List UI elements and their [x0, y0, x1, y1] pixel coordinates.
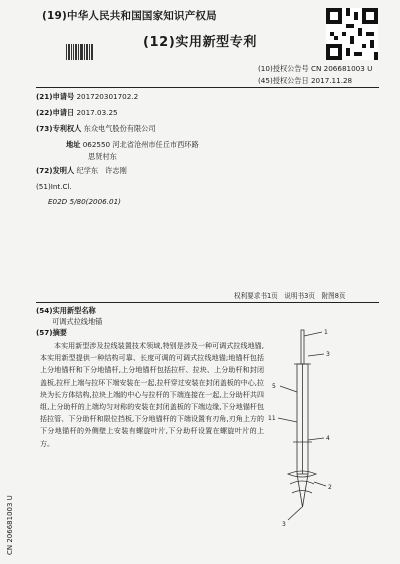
publication-number: (10)授权公告号 CN 206681003 U — [258, 64, 373, 73]
application-number-value: 201720301702.2 — [76, 92, 139, 101]
abstract-text: 本实用新型涉及拉线装置技术领域,特别是涉及一种可调式拉线地锚,本实用新型提供一种结构可靠、长度可调的可调式拉线地锚;地锚杆包括上分地锚杆和下分地锚杆,上分地锚杆包括拉杆、拉块、上分助杆和封闭盖板,拉杆上端与拉环下端安装在一起,拉杆穿过安装在封闭盖板的中心,拉块为长方体结构,拉块上端的中心与拉杆的下端连接在一起,上分助杆共四组,上分助杆的上端均匀对称的安装在封闭盖板的下端边缘,下分地锚杆包括拉管、下分助杆和限位挡板,下分地锚杆的下端设置有刃角,刃角上方的下分地锚杆的外侧壁上安装有螺旋叶片,下分助杆设置在螺旋叶片的上方。 — [40, 342, 264, 448]
address-value-line2: 思贤村东 — [88, 152, 117, 161]
inventors — [36, 166, 127, 175]
qr-code-icon — [326, 8, 378, 60]
figure-label-2: 2 — [328, 484, 332, 491]
header-divider — [36, 87, 379, 88]
application-date — [36, 108, 118, 117]
application-date-value: 2017.03.25 — [76, 108, 118, 117]
office-barcode-emblem — [66, 44, 94, 60]
application-date-label: (22)申请日 — [36, 108, 75, 117]
section-divider — [36, 302, 379, 303]
figure-label-11: 11 — [268, 415, 276, 422]
figure-label-3: 3 — [326, 351, 330, 358]
office-heading: (19)中华人民共和国国家知识产权局 — [42, 10, 217, 22]
ipc-value: E02D 5/80(2006.01) — [48, 197, 121, 206]
patent-holder-label: (73)专利权人 — [36, 124, 82, 133]
application-number — [36, 92, 138, 101]
patent-holder-value: 东众电气股份有限公司 — [83, 124, 156, 133]
publication-date: (45)授权公告日 2017.11.28 — [258, 76, 353, 85]
address-value-line1: 062550 河北省沧州市任丘市西环路 — [82, 140, 199, 149]
figure-label-1: 1 — [324, 329, 328, 336]
abstract-label: (57)摘要 — [36, 328, 67, 337]
figure-label-4: 4 — [326, 435, 330, 442]
inventors-value: 纪学东 许志刚 — [76, 166, 127, 175]
patent-holder — [36, 124, 156, 133]
inventors-label: (72)发明人 — [36, 166, 75, 175]
document-type: (12)实用新型专利 — [143, 35, 257, 50]
utility-title-value: 可调式拉线地锚 — [52, 317, 103, 326]
figure-label-3b: 3 — [282, 521, 286, 528]
address-label: 地址 — [66, 140, 81, 149]
anchor-drawing — [268, 322, 338, 537]
side-code-text: CN 206681003 U — [6, 495, 14, 555]
figure-label-5: 5 — [272, 383, 276, 390]
utility-title-label: (54)实用新型名称 — [36, 306, 96, 315]
application-number-label: (21)申请号 — [36, 92, 75, 101]
page-count-info: 权利要求书1页 说明书3页 附图8页 — [234, 292, 346, 300]
ipc-label: (51)Int.Cl. — [36, 182, 72, 191]
holder-address — [66, 140, 199, 149]
side-document-code — [6, 420, 18, 555]
